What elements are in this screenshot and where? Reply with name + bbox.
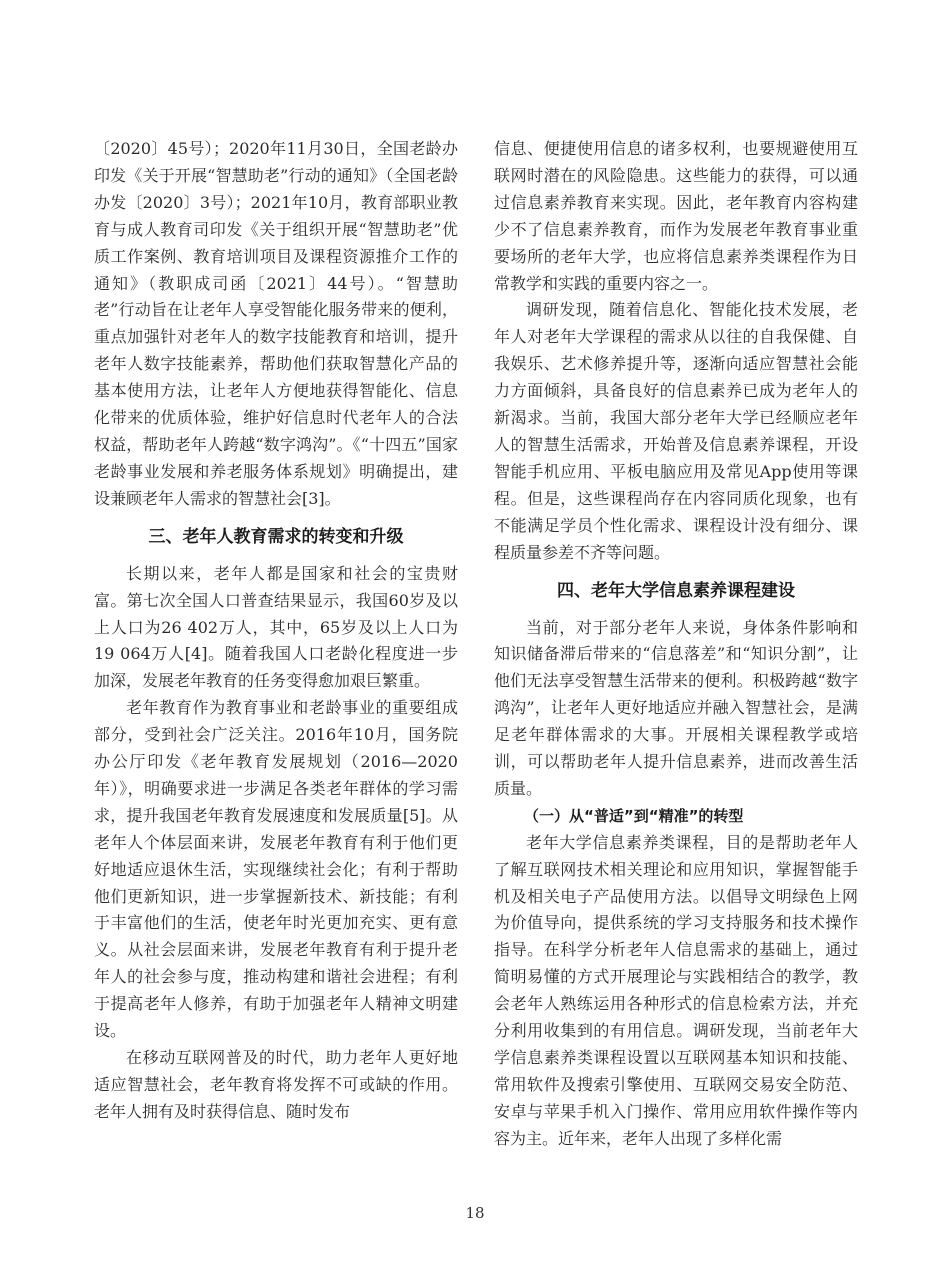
body-paragraph: 老年教育作为教育事业和老龄事业的重要组成部分，受到社会广泛关注。2016年10月，国务院办公厅印发《老年教育发展规划（2016—2020年）》，明确要求进一步满足各类老年群体的学习需求，提升我国老年教育发展速度和发展质量[5]。从老年人个体层面来讲，发展老年教育有利于他们更好地适应退休生活，实现继续社会化；有利于帮助他们更新知识，进一步掌握新技术、新技能；有利于丰富他们的生活，使老年时光更加充实、更有意义。从社会层面来讲，发展老年教育有利于提升老年人的社会参与度，推动构建和谐社会进程；有利于提高老年人修养，有助于加强老年人精神文明建设。 [94,698,458,1041]
body-paragraph: 长期以来，老年人都是国家和社会的宝贵财富。第七次全国人口普查结果显示，我国60岁及以上人口为26 402万人，其中，65岁及以上人口为19 064万人[4]。随着我国人口老龄化程度进一步加深，发展老年教育的任务变得愈加艰巨繁重。 [94,563,458,691]
body-paragraph: 调研发现，随着信息化、智能化技术发展，老年人对老年大学课程的需求从以往的自我保健、自我娱乐、艺术修养提升等，逐渐向适应智慧社会能力方面倾斜，具备良好的信息素养已成为老年人的新渴求。当前，我国大部分老年大学已经顺应老年人的智慧生活需求，开始普及信息素养课程，开设智能手机应用、平板电脑应用及常见App使用等课程。但是，这些课程尚存在内容同质化现象，也有不能满足学员个性化需求、课程设计没有细分、课程质量参差不齐等问题。 [494,300,858,562]
body-paragraph: 在移动互联网普及的时代，助力老年人更好地适应智慧社会，老年教育将发挥不可或缺的作用。老年人拥有及时获得信息、随时发布 [94,1048,458,1121]
section-heading: 四、老年大学信息素养课程建设 [557,580,795,601]
subsection-heading: （一）从“普适”到“精准”的转型 [524,806,744,825]
body-paragraph: 信息、便捷使用信息的诸多权利，也要规避使用互联网时潜在的风险隐患。这些能力的获得，可以通过信息素养教育来实现。因此，老年教育内容构建少不了信息素养教育，而作为发展老年教育事业重要场所的老年大学，也应将信息素养类课程作为日常教学和实践的重要内容之一。 [494,139,858,293]
right-column [494,136,858,1153]
body-paragraph: 老年大学信息素养类课程，目的是帮助老年人了解互联网技术相关理论和应用知识，掌握智能手机及相关电子产品使用方法。以倡导文明绿色上网为价值导向，提供系统的学习支持服务和技术操作指导。在科学分析老年人信息需求的基础上，通过简明易懂的方式开展理论与实践相结合的教学，教会老年人熟练运用各种形式的信息检索方法，并充分利用收集到的有用信息。调研发现，当前老年大学信息素养类课程设置以互联网基本知识和技能、常用软件及搜索引擎使用、互联网交易安全防范、安卓与苹果手机入门操作、常用应用软件操作等内容为主。近年来，老年人出现了多样化需 [494,832,858,1148]
section-heading: 三、老年人教育需求的转变和升级 [148,526,404,547]
left-column [94,136,458,1126]
page-number: 18 [465,1204,485,1222]
body-paragraph: 当前，对于部分老年人来说，身体条件影响和知识储备滞后带来的“信息落差”和“知识分割”，让他们无法享受智慧生活带来的便利。积极跨越“数字鸿沟”，让老年人更好地适应并融入智慧社会，是满足老年群体需求的大事。开展相关课程教学或培训，可以帮助老年人提升信息素养，进而改善生活质量。 [494,617,858,798]
body-paragraph: 〔2020〕45号）；2020年11月30日，全国老龄办印发《关于开展“智慧助老”行动的通知》（全国老龄办发〔2020〕3号）；2021年10月，教育部职业教育与成人教育司印发《关于组织开展“智慧助老”优质工作案例、教育培训项目及课程资源推介工作的通知》（教职成司函〔2021〕44号）。“智慧助老”行动旨在让老年人享受智能化服务带来的便利，重点加强针对老年人的数字技能教育和培训，提升老年人数字技能素养，帮助他们获取智慧化产品的基本使用方法，让老年人方便地获得智能化、信息化带来的优质体验，维护好信息时代老年人的合法权益，帮助老年人跨越“数字鸿沟”。《“十四五”国家老龄事业发展和养老服务体系规划》明确提出，建设兼顾老年人需求的智慧社会[3]。 [94,139,458,508]
